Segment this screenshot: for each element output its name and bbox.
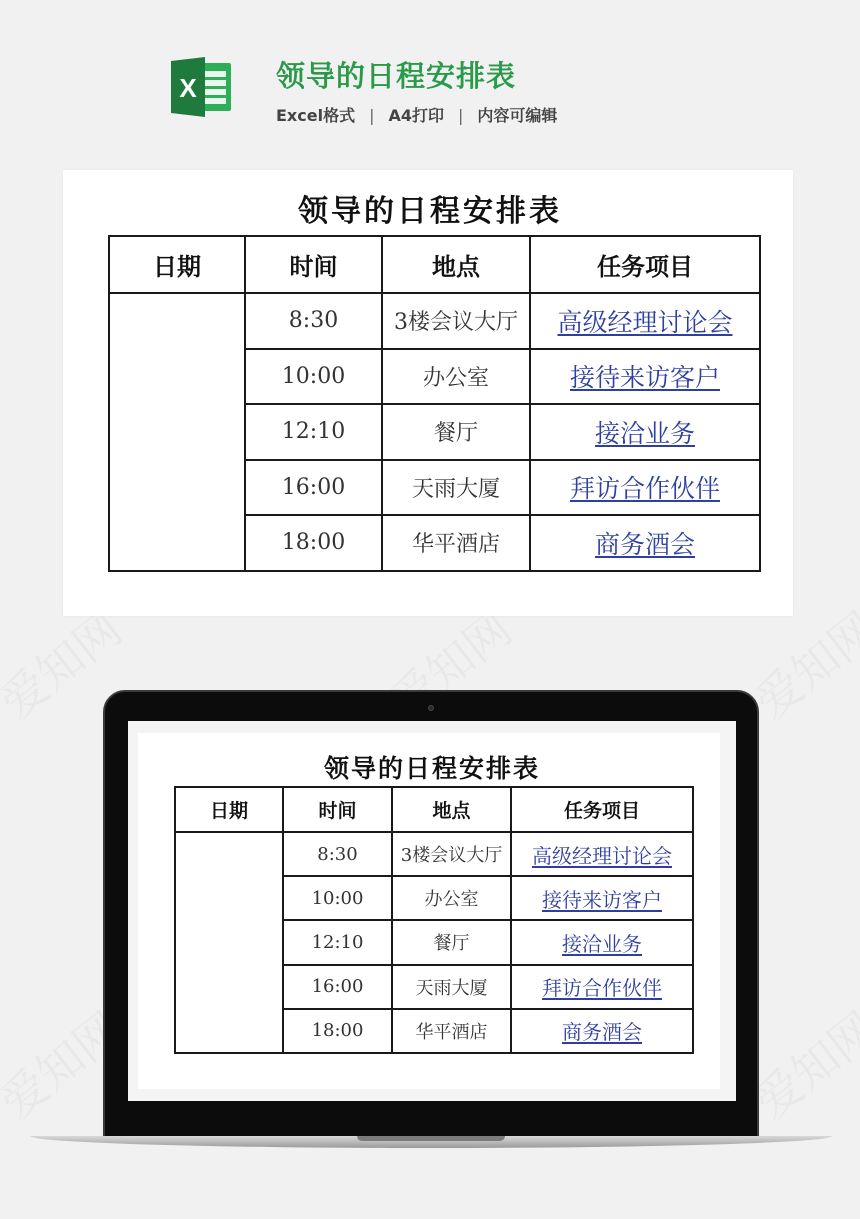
- time-cell[interactable]: 10:00: [245, 349, 382, 405]
- time-cell[interactable]: 10:00: [283, 876, 392, 920]
- place-cell[interactable]: 3楼会议大厅: [382, 293, 530, 349]
- screen-schedule-table: [174, 786, 694, 1054]
- task-link[interactable]: 接洽业务: [530, 404, 760, 460]
- date-cell[interactable]: [175, 832, 283, 1053]
- task-link[interactable]: 接待来访客户: [530, 349, 760, 405]
- schedule-table: [108, 235, 761, 572]
- column-header-place: 地点: [382, 236, 530, 293]
- separator: |: [369, 106, 375, 125]
- column-header-task: 任务项目: [511, 787, 693, 832]
- column-header-date: 日期: [175, 787, 283, 832]
- meta-info: [276, 103, 557, 126]
- webcam-icon: [428, 705, 434, 711]
- place-cell[interactable]: 餐厅: [392, 920, 511, 964]
- time-cell[interactable]: 8:30: [283, 832, 392, 876]
- time-cell[interactable]: 16:00: [283, 965, 392, 1009]
- place-cell[interactable]: 餐厅: [382, 404, 530, 460]
- screen-sheet-title: 领导的日程安排表: [323, 754, 540, 783]
- column-header-place: 地点: [392, 787, 511, 832]
- time-cell[interactable]: 18:00: [283, 1009, 392, 1053]
- table-header-row: [109, 236, 760, 293]
- column-header-time: 时间: [245, 236, 382, 293]
- task-link[interactable]: 商务酒会: [511, 1009, 693, 1053]
- time-cell[interactable]: 18:00: [245, 515, 382, 571]
- meta-editable: 内容可编辑: [477, 106, 558, 125]
- place-cell[interactable]: 天雨大厦: [392, 965, 511, 1009]
- task-link[interactable]: 高级经理讨论会: [530, 293, 760, 349]
- time-cell[interactable]: 8:30: [245, 293, 382, 349]
- column-header-task: 任务项目: [530, 236, 760, 293]
- column-header-date: 日期: [109, 236, 245, 293]
- date-cell[interactable]: [109, 293, 245, 571]
- task-link[interactable]: 接待来访客户: [511, 876, 693, 920]
- excel-icon: [171, 57, 233, 117]
- laptop-hinge-notch: [357, 1136, 505, 1141]
- time-cell[interactable]: 12:10: [283, 920, 392, 964]
- meta-print: A4打印: [388, 106, 444, 125]
- column-header-time: 时间: [283, 787, 392, 832]
- place-cell[interactable]: 华平酒店: [382, 515, 530, 571]
- meta-format: Excel格式: [276, 106, 356, 125]
- place-cell[interactable]: 3楼会议大厅: [392, 832, 511, 876]
- svg-text:X: X: [179, 73, 197, 103]
- place-cell[interactable]: 办公室: [392, 876, 511, 920]
- task-link[interactable]: 商务酒会: [530, 515, 760, 571]
- task-link[interactable]: 高级经理讨论会: [511, 832, 693, 876]
- table-header-row: [175, 787, 693, 832]
- place-cell[interactable]: 办公室: [382, 349, 530, 405]
- page-title: 领导的日程安排表: [276, 59, 517, 93]
- table-row: [175, 832, 693, 876]
- task-link[interactable]: 拜访合作伙伴: [530, 460, 760, 516]
- task-link[interactable]: 拜访合作伙伴: [511, 965, 693, 1009]
- header: [0, 0, 860, 150]
- task-link[interactable]: 接洽业务: [511, 920, 693, 964]
- time-cell[interactable]: 12:10: [245, 404, 382, 460]
- place-cell[interactable]: 天雨大厦: [382, 460, 530, 516]
- time-cell[interactable]: 16:00: [245, 460, 382, 516]
- separator: |: [458, 106, 464, 125]
- sheet-title: 领导的日程安排表: [298, 194, 562, 229]
- place-cell[interactable]: 华平酒店: [392, 1009, 511, 1053]
- table-row: [109, 293, 760, 349]
